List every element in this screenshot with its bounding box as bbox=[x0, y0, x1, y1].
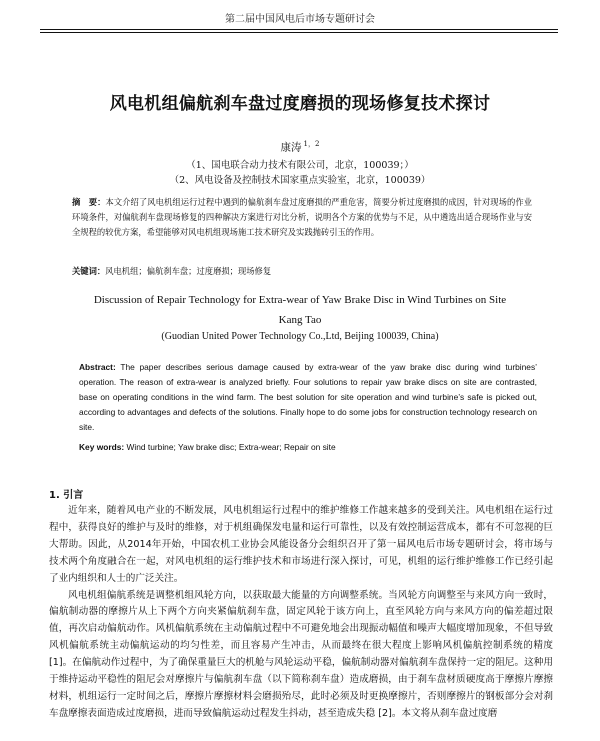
abstract-en-label: Abstract: bbox=[79, 362, 116, 372]
running-header: 第二届中国风电后市场专题研讨会 bbox=[225, 14, 375, 25]
abstract-cn-label: 摘 要： bbox=[72, 197, 106, 207]
header-rule-thick bbox=[40, 29, 558, 30]
author-en: Kang Tao bbox=[278, 314, 322, 326]
author-affil-marker: 1，2 bbox=[303, 140, 320, 148]
paper-title-cn: 风电机组偏航刹车盘过度磨损的现场修复技术探讨 bbox=[109, 94, 491, 114]
affiliation-cn-1: （1、国电联合动力技术有限公司，北京，100039；） bbox=[186, 160, 414, 171]
abstract-cn bbox=[72, 195, 532, 240]
affiliation-en: (Guodian United Power Technology Co.,Ltd, Beijing 100039, China) bbox=[161, 331, 439, 342]
body-paragraph: 近年来，随着风电产业的不断发展，风电机组运行过程中的维护维修工作越来越多的受到关注。风电机组在运行过程中，获得良好的维护与及时的维修，对于机组确保发电量和运行可靠性，以及有效控制运营成本，都有不可忽视的巨大帮助。因此，从2014年开始，中国农机工业协会风能设备分会组织召开了第一届风电后市场专题研讨会，将市场与技术两个角度融合在一起，对风电机组的运行维护技术和市场进行深入探讨，可见，机组的运行维护维修工作已经引起了业内组织和人士的广泛关注。 bbox=[49, 505, 553, 584]
keywords-cn-text: 风电机组；偏航刹车盘；过度磨损；现场修复 bbox=[105, 266, 272, 276]
author-name-cn: 康涛 bbox=[280, 141, 302, 154]
keywords-cn-label: 关键词： bbox=[72, 266, 106, 276]
body-paragraph: 风电机组偏航系统是调整机组风轮方向，以获取最大能量的方向调整系统。当风轮方向调整至与来风方向一致时，偏航制动器的摩擦片从上下两个方向夹紧偏航刹车盘，固定风轮于该方向上，直至风轮方向与来风方向的偏差超过限值，再次启动偏航动作。风机偏航系统在主动偏航过程中不可避免地会出现振动幅值和噪声大幅度增加现象，不但导致风机偏航系统主动偏航运动的均匀性差，而且容易产生冲击，从而最终在很大程度上影响风机偏航控制系统的精度 [1]。在偏航动作过程中，为了确保重量巨大的机舱与风轮运动平稳，偏航制动器对偏航刹车盘保持一定的阻尼。这种用于维持运动平稳性的阻尼会对摩擦片与偏航刹车盘（以下简称刹车盘）造成磨损，由于刹车盘材质硬度高于摩擦片摩擦材料，机组运行一定时间之后，摩擦片摩擦材料会磨损殆尽，此时必须及时更换摩擦片，否则摩擦片的钢板部分会对刹车盘摩擦表面造成过度磨损，进而导致偏航运动过程发生抖动，甚至造成失稳 [2]。本文将从刹车盘过度磨 bbox=[49, 589, 553, 719]
section-heading-introduction: 1. 引言 bbox=[49, 490, 84, 501]
affiliation-cn-2: （2、风电设备及控制技术国家重点实验室，北京，100039） bbox=[169, 175, 431, 186]
keywords-en-label: Key words: bbox=[79, 442, 125, 452]
author-cn bbox=[40, 139, 560, 155]
abstract-cn-text: 本文介绍了风电机组运行过程中遇到的偏航刹车盘过度磨损的严重危害，简要分析过度磨损的成因，针对现场的作业环境条件，对偏航刹车盘现场修复的四种解决方案进行对比分析，说明各个方案的优势与不足，从中遴选出适合现场作业与安全规程的较优方案，希望能够对风电机组现场施工技术研究及实践抛砖引玉的作用。 bbox=[72, 197, 532, 237]
abstract-en bbox=[79, 360, 537, 435]
section-body bbox=[49, 503, 553, 723]
header-rule-thin bbox=[40, 32, 558, 33]
paper-title-en: Discussion of Repair Technology for Extra-wear of Yaw Brake Disc in Wind Turbines on Site bbox=[93, 294, 507, 306]
keywords-en bbox=[79, 442, 537, 452]
keywords-en-text: Wind turbine; Yaw brake disc; Extra-wear; Repair on site bbox=[126, 442, 336, 452]
abstract-en-text: The paper describes serious damage caused by extra-wear of the yaw brake disc during wind turbines’ operation. The reason of extra-wear is analyzed briefly. Four solutions to repair yaw brake discs on site are contrasted, base on operating conditions in the wind farm. The best solution for site operation and wind turbine’s safe is picked out, according to advantages and defects of the solutions. Finally hope to do some jobs for construction technology research on site. bbox=[79, 362, 537, 432]
keywords-cn bbox=[72, 265, 532, 277]
